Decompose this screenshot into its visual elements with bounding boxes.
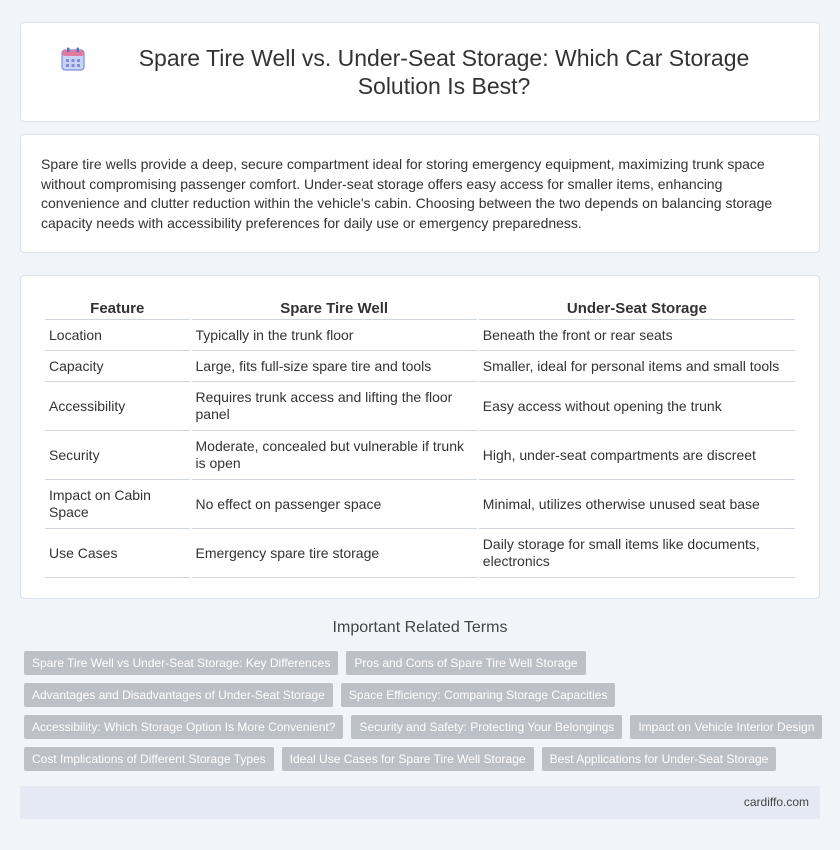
table-cell: Smaller, ideal for personal items and small tools xyxy=(479,351,795,382)
related-term-tag[interactable]: Space Efficiency: Comparing Storage Capacities xyxy=(341,683,616,707)
comparison-table xyxy=(43,296,797,578)
table-cell: Minimal, utilizes otherwise unused seat base xyxy=(479,480,795,529)
table-cell: No effect on passenger space xyxy=(192,480,477,529)
related-terms-title: Important Related Terms xyxy=(332,619,508,636)
calendar-icon xyxy=(60,46,86,72)
related-term-tag[interactable]: Accessibility: Which Storage Option Is More Convenient? xyxy=(24,715,343,739)
footer-site-link[interactable]: cardiffo.com xyxy=(743,795,809,809)
table-header-row xyxy=(45,296,795,320)
page-title: Spare Tire Well vs. Under-Seat Storage: Which Car Storage Solution Is Best? xyxy=(138,45,750,99)
related-term-tag[interactable]: Advantages and Disadvantages of Under-Seat Storage xyxy=(24,683,333,707)
related-term-tag[interactable]: Spare Tire Well vs Under-Seat Storage: Key Differences xyxy=(24,651,338,675)
table-row xyxy=(45,480,795,529)
title-card xyxy=(20,22,820,122)
related-term-tag[interactable]: Cost Implications of Different Storage Types xyxy=(24,747,274,771)
title-wrap xyxy=(60,44,780,100)
table-row xyxy=(45,320,795,351)
header-feature: Feature xyxy=(45,296,190,320)
table-row xyxy=(45,529,795,578)
tag-row xyxy=(24,747,824,771)
table-cell: Location xyxy=(45,320,190,351)
table-cell: Impact on Cabin Space xyxy=(45,480,190,529)
intro-paragraph: Spare tire wells provide a deep, secure compartment ideal for storing emergency equipment, maximizing trunk space without compromising passenger comfort. Under-seat storage offers easy access for smaller items, enhancing convenience and clutter reduction within the vehicle's cabin. Choosing between the two depends on balancing storage capacity needs with accessibility preferences for daily use or emergency preparedness. xyxy=(41,156,773,231)
tag-row xyxy=(24,651,824,675)
table-cell: High, under-seat compartments are discreet xyxy=(479,431,795,480)
table-cell: Daily storage for small items like documents, electronics xyxy=(479,529,795,578)
related-terms-tags xyxy=(24,651,824,779)
related-term-tag[interactable]: Ideal Use Cases for Spare Tire Well Storage xyxy=(282,747,534,771)
tag-row xyxy=(24,683,824,707)
intro-card xyxy=(20,134,820,253)
table-cell: Large, fits full-size spare tire and tools xyxy=(192,351,477,382)
related-term-tag[interactable]: Pros and Cons of Spare Tire Well Storage xyxy=(346,651,585,675)
header-spare-tire-well: Spare Tire Well xyxy=(192,296,477,320)
table-cell: Security xyxy=(45,431,190,480)
table-cell: Use Cases xyxy=(45,529,190,578)
header-under-seat-storage: Under-Seat Storage xyxy=(479,296,795,320)
table-cell: Accessibility xyxy=(45,382,190,431)
related-term-tag[interactable]: Impact on Vehicle Interior Design xyxy=(630,715,822,739)
table-row xyxy=(45,431,795,480)
table-cell: Capacity xyxy=(45,351,190,382)
table-cell: Emergency spare tire storage xyxy=(192,529,477,578)
footer xyxy=(20,786,820,819)
table-row xyxy=(45,382,795,431)
table-cell: Typically in the trunk floor xyxy=(192,320,477,351)
table-cell: Requires trunk access and lifting the floor panel xyxy=(192,382,477,431)
related-term-tag[interactable]: Security and Safety: Protecting Your Belongings xyxy=(351,715,622,739)
tag-row xyxy=(24,715,824,739)
related-term-tag[interactable]: Best Applications for Under-Seat Storage xyxy=(542,747,777,771)
table-row xyxy=(45,351,795,382)
table-cell: Moderate, concealed but vulnerable if trunk is open xyxy=(192,431,477,480)
table-cell: Beneath the front or rear seats xyxy=(479,320,795,351)
table-cell: Easy access without opening the trunk xyxy=(479,382,795,431)
comparison-table-card xyxy=(20,275,820,599)
